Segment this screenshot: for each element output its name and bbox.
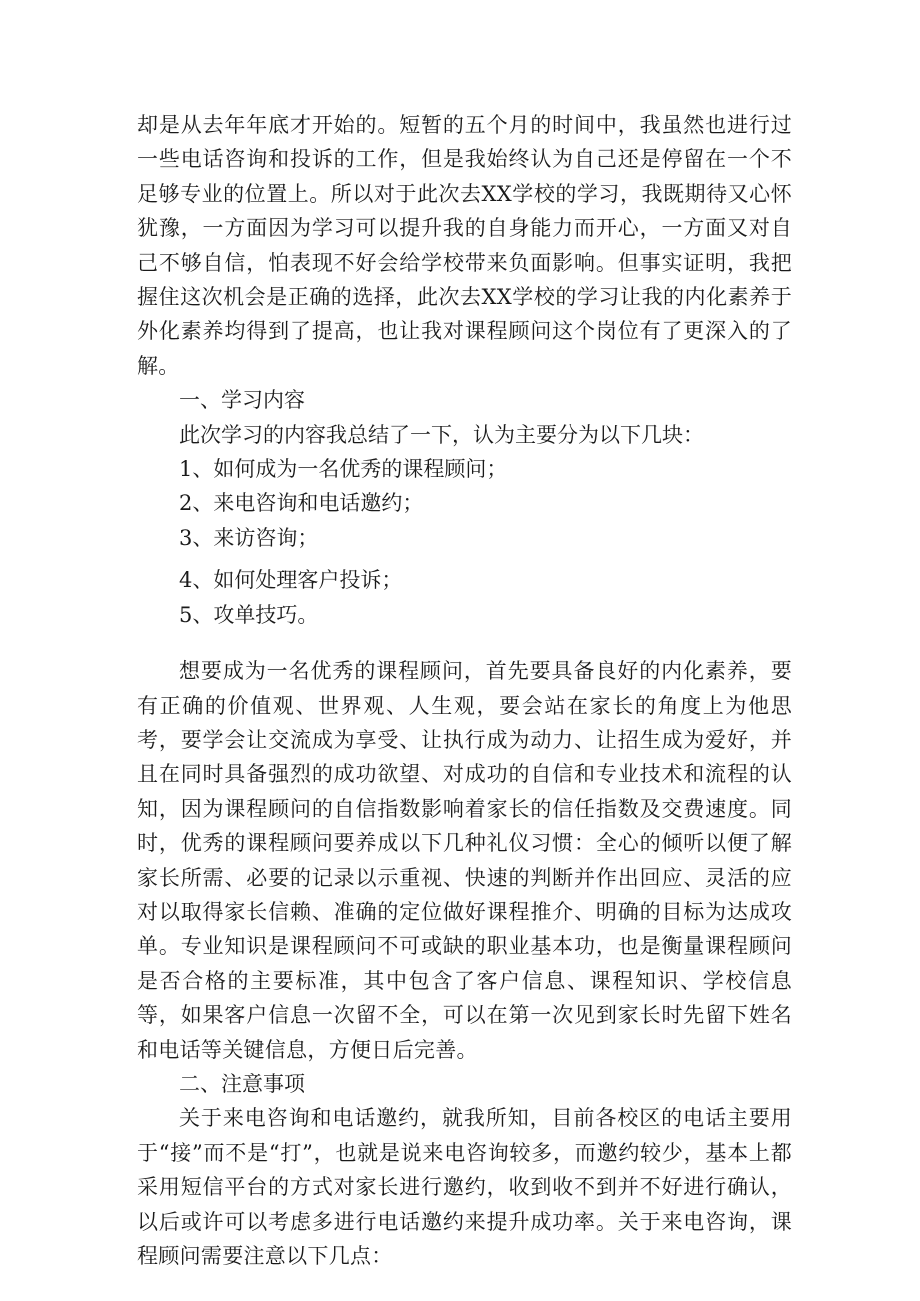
list-item: 2、来电咨询和电话邀约； <box>179 491 424 516</box>
body-paragraph: 想要成为一名优秀的课程顾问，首先要具备良好的内化素养，要有正确的价值观、世界观、人生观，要会站在家长的角度上为他思考，要学会让交流成为享受、让执行成为动力、让招生成为爱好，并且在同时具备强烈的成功欲望、对成功的自信和专业技术和流程的认知，因为课程顾问的自信指数影响着家长的信任指数及交费速度。同时，优秀的课程顾问要养成以下几种礼仪习惯：全心的倾听以便了解家长所需、必要的记录以示重视、快速的判断并作出回应、灵活的应对以取得家长信赖、准确的定位做好课程推介、明确的目标为达成攻单。专业知识是课程顾问不可或缺的职业基本功，也是衡量课程顾问是否合格的主要标准，其中包含了客户信息、课程知识、学校信息等，如果客户信息一次留不全，可以在第一次见到家长时先留下姓名和电话等关键信息，方便日后完善。 <box>137 659 792 1062</box>
summary-line: 此次学习的内容我总结了一下，认为主要分为以下几块： <box>179 422 704 447</box>
section-heading-study-content: 一、学习内容 <box>179 388 305 413</box>
list-item: 1、如何成为一名优秀的课程顾问； <box>179 457 508 482</box>
list-item: 4、如何处理客户投诉； <box>179 568 403 593</box>
list-item: 3、来访咨询； <box>179 525 319 550</box>
notes-paragraph: 关于来电咨询和电话邀约，就我所知，目前各校区的电话主要用于“接”而不是“打”，也就是说来电咨询较多，而邀约较少，基本上都采用短信平台的方式对家长进行邀约，收到收不到并不好进行确认，以后或许可以考虑多进行电话邀约来提升成功率。关于来电咨询，课程顾问需要注意以下几点： <box>137 1106 792 1268</box>
spacer <box>137 632 792 654</box>
document-page <box>137 108 792 1273</box>
section-heading-notes: 二、注意事项 <box>179 1071 305 1096</box>
spacer <box>137 555 792 563</box>
intro-paragraph: 却是从去年年底才开始的。短暂的五个月的时间中，我虽然也进行过一些电话咨询和投诉的工作，但是我始终认为自己还是停留在一个不足够专业的位置上。所以对于此次去XX学校的学习，我既期待又心怀犹豫，一方面因为学习可以提升我的自身能力而开心，一方面又对自己不够自信，怕表现不好会给学校带来负面影响。但事实证明，我把握住这次机会是正确的选择，此次去XX学校的学习让我的内化素养于外化素养均得到了提高，也让我对课程顾问这个岗位有了更深入的了解。 <box>137 113 792 378</box>
list-item: 5、攻单技巧。 <box>179 602 319 627</box>
